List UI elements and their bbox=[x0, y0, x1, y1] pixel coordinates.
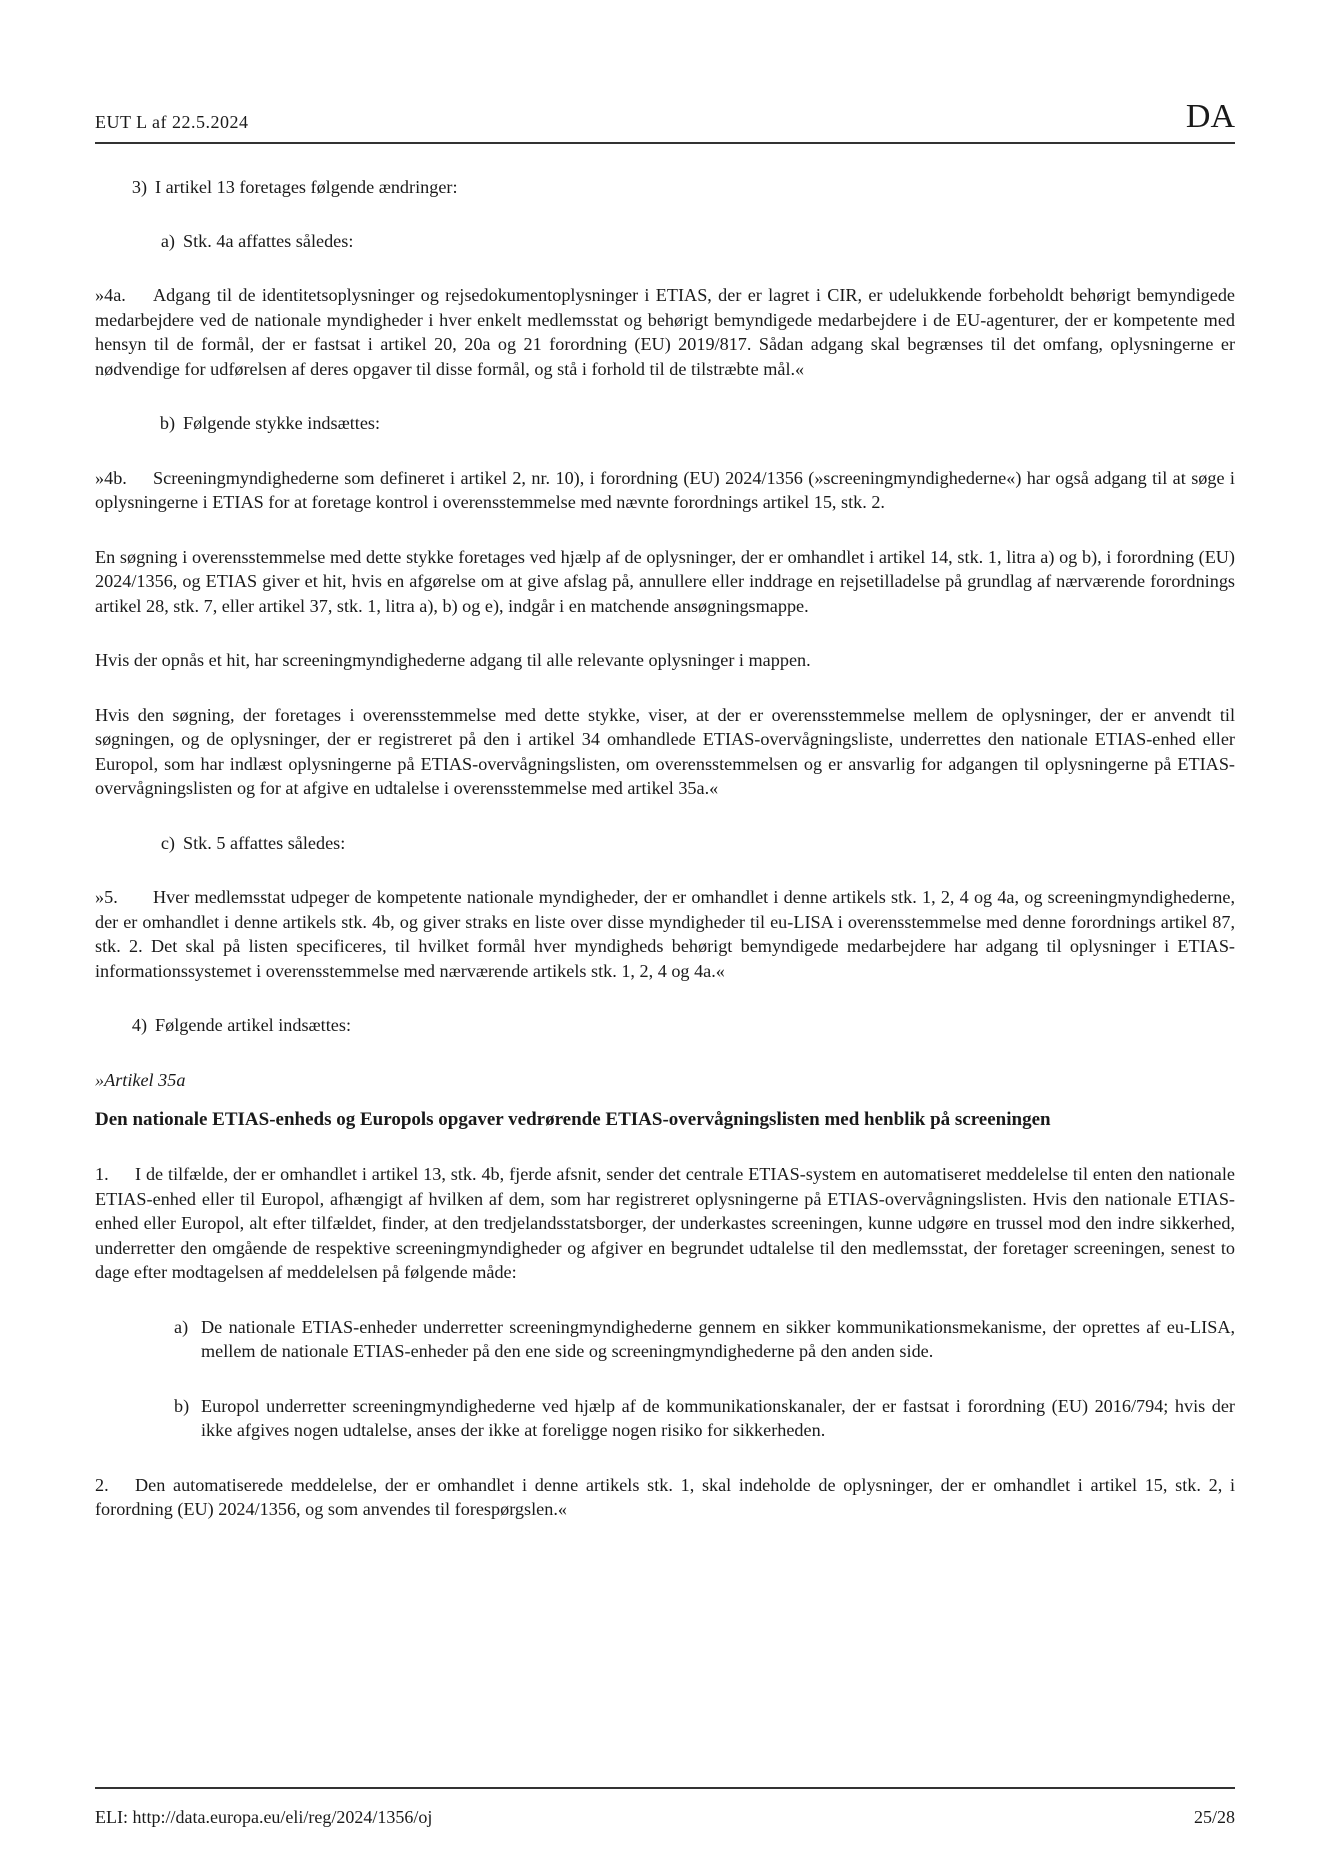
paragraph-label: »4b. bbox=[95, 467, 127, 488]
page-header bbox=[95, 98, 1235, 144]
page-footer bbox=[95, 1787, 1235, 1827]
paragraph-text: Adgang til de identitetsoplysninger og rejsedokumentoplysninger i ETIAS, der er lagret i CIR, er udelukkende forbeholdt behørigt bemyndigede medarbejdere ved de nationale myndigheder i hver enkelt medlemsstat og behørigt bemyndigede medarbejdere i de EU-agenturer, der er kompetente med hensyn til de formål, der er fastsat i artikel 20, 20a og 21 forordning (EU) 2019/817. Sådan adgang skal begrænses til det omfang, oplysningerne er nødvendige for udførelsen af deres opgaver til disse formål, og stå i forhold til de tilstræbte mål.« bbox=[95, 285, 1235, 379]
amendment-quote-4b bbox=[95, 466, 1235, 515]
amendment-quote-4a bbox=[95, 283, 1235, 381]
paragraph-text: Screeningmyndighederne som defineret i artikel 2, nr. 10), i forordning (EU) 2024/1356 (»screeningmyndighederne«) har også adgang til at søge i oplysningerne i ETIAS for at foretage kontrol i overensstemmelse med nævnte forordnings artikel 15, stk. 2. bbox=[95, 467, 1235, 512]
sub-item-text: Stk. 5 affattes således: bbox=[183, 832, 346, 853]
list-item-4 bbox=[95, 1013, 1235, 1038]
list-item-3 bbox=[95, 175, 1235, 200]
paragraph: Hvis den søgning, der foretages i overensstemmelse med dette stykke, viser, at der er overensstemmelse mellem de oplysninger, der er anvendt til søgningen, og de oplysninger, der er registreret på den i artikel 34 omhandlede ETIAS-overvågningsliste, underrettes den nationale ETIAS-enhed eller Europol, som har indlæst oplysningerne på ETIAS-overvågningslisten, om overensstemmelsen og er ansvarlig for adgangen til oplysningerne på ETIAS-overvågningslisten og for at afgive en udtalelse i overensstemmelse med artikel 35a.« bbox=[95, 704, 1235, 798]
paragraph-text: Hver medlemsstat udpeger de kompetente nationale myndigheder, der er omhandlet i denne artikels stk. 1, 2, 4 og 4a, og screeningmyndighederne, der er omhandlet i denne artikels stk. 4b, og giver straks en liste over disse myndigheder til eu-LISA i overensstemmelse med denne forordnings artikel 87, stk. 2. Det skal på listen specificeres, til hvilket formål hver myndigheds behørigt bemyndigede medarbejdere har adgang til oplysninger i ETIAS-informationssystemet i overensstemmelse med nærværende artikels stk. 1, 2, 4 og 4a.« bbox=[95, 887, 1235, 981]
article-paragraph-2 bbox=[95, 1473, 1235, 1522]
article-paragraph-1 bbox=[95, 1162, 1235, 1285]
sub-item-text: Følgende stykke indsættes: bbox=[183, 413, 381, 433]
item-number: 3) bbox=[131, 177, 147, 197]
paragraph-label: »4a. bbox=[95, 285, 126, 305]
amendment-quote-5 bbox=[95, 885, 1235, 983]
eli-link[interactable]: ELI: http://data.europa.eu/eli/reg/2024/1356/oj bbox=[95, 1807, 433, 1827]
sub-item-c bbox=[95, 831, 1235, 856]
paragraph-text: Den automatiserede meddelelse, der er omhandlet i denne artikels stk. 1, skal indeholde de oplysninger, der er omhandlet i artikel 15, stk. 2, i forordning (EU) 2024/1356, og som anvendes til forespørgslen.« bbox=[95, 1474, 1235, 1519]
point-text: De nationale ETIAS-enheder underretter screeningmyndighederne gennem en sikker kommunikationsmekanisme, der oprettes af eu-LISA, mellem de nationale ETIAS-enheder på den ene side og screeningmyndighederne på den anden side. bbox=[201, 1316, 1235, 1361]
item-number: 4) bbox=[131, 1015, 147, 1035]
point-text: Europol underretter screeningmyndighederne ved hjælp af de kommunikationskanaler, der er fastsat i forordning (EU) 2016/794; hvis der ikke afgives nogen udtalelse, anses der ikke at foreligge nogen risiko for sikkerheden. bbox=[201, 1395, 1235, 1440]
page-number: 25/28 bbox=[1193, 1807, 1235, 1827]
sub-item-label: c) bbox=[160, 832, 175, 853]
sub-item-label: a) bbox=[160, 230, 175, 251]
paragraph: En søgning i overensstemmelse med dette stykke foretages ved hjælp af de oplysninger, der er omhandlet i artikel 14, stk. 1, litra a) og b), i forordning (EU) 2024/1356, og ETIAS giver et hit, hvis en afgørelse om at give afslag på, annullere eller inddrage en rejsetilladelse på grundlag af nærværende forordnings artikel 28, stk. 7, eller artikel 37, stk. 1, litra a), b) og e), indgår i en matchende ansøgningsmappe. bbox=[95, 546, 1235, 616]
paragraph-number: 2. bbox=[95, 1474, 109, 1495]
article-point-a bbox=[174, 1315, 1235, 1364]
article-heading: Den nationale ETIAS-enheds og Europols opgaver vedrørende ETIAS-overvågningslisten med henblik på screeningen bbox=[95, 1109, 1051, 1130]
paragraph: Hvis der opnås et hit, har screeningmyndighederne adgang til alle relevante oplysninger i mappen. bbox=[95, 650, 811, 670]
document-body bbox=[95, 170, 1235, 1522]
article-title: »Artikel 35a bbox=[95, 1069, 186, 1090]
sub-item-b bbox=[95, 411, 1235, 436]
paragraph-number: 1. bbox=[95, 1164, 109, 1184]
item-text: Følgende artikel indsættes: bbox=[155, 1015, 351, 1035]
journal-reference: EUT L af 22.5.2024 bbox=[95, 112, 249, 132]
sub-item-text: Stk. 4a affattes således: bbox=[183, 230, 354, 251]
point-label: a) bbox=[174, 1316, 189, 1337]
language-code: DA bbox=[1185, 98, 1235, 135]
paragraph-label: »5. bbox=[95, 887, 118, 907]
sub-item-label: b) bbox=[159, 413, 175, 433]
paragraph-text: I de tilfælde, der er omhandlet i artikel 13, stk. 4b, fjerde afsnit, sender det centrale ETIAS-system en automatiseret meddelelse til enten den nationale ETIAS-enhed eller til Europol, afhængigt af hvilken af dem, som har registreret oplysningerne på ETIAS-overvågningslisten. Hvis den nationale ETIAS-enhed eller Europol, alt efter tilfældet, finder, at den tredjelandsstatsborger, der underkastes screeningen, kunne udgøre en trussel mod den indre sikkerhed, underretter den omgående de respektive screeningmyndigheder og afgiver en begrundet udtalelse til den medlemsstat, der foretager screeningen, senest to dage efter modtagelsen af meddelelsen på følgende måde: bbox=[95, 1164, 1235, 1282]
sub-item-a bbox=[95, 229, 1235, 254]
article-point-b bbox=[174, 1394, 1235, 1443]
point-label: b) bbox=[174, 1395, 190, 1416]
item-text: I artikel 13 foretages følgende ændringer: bbox=[155, 177, 458, 197]
